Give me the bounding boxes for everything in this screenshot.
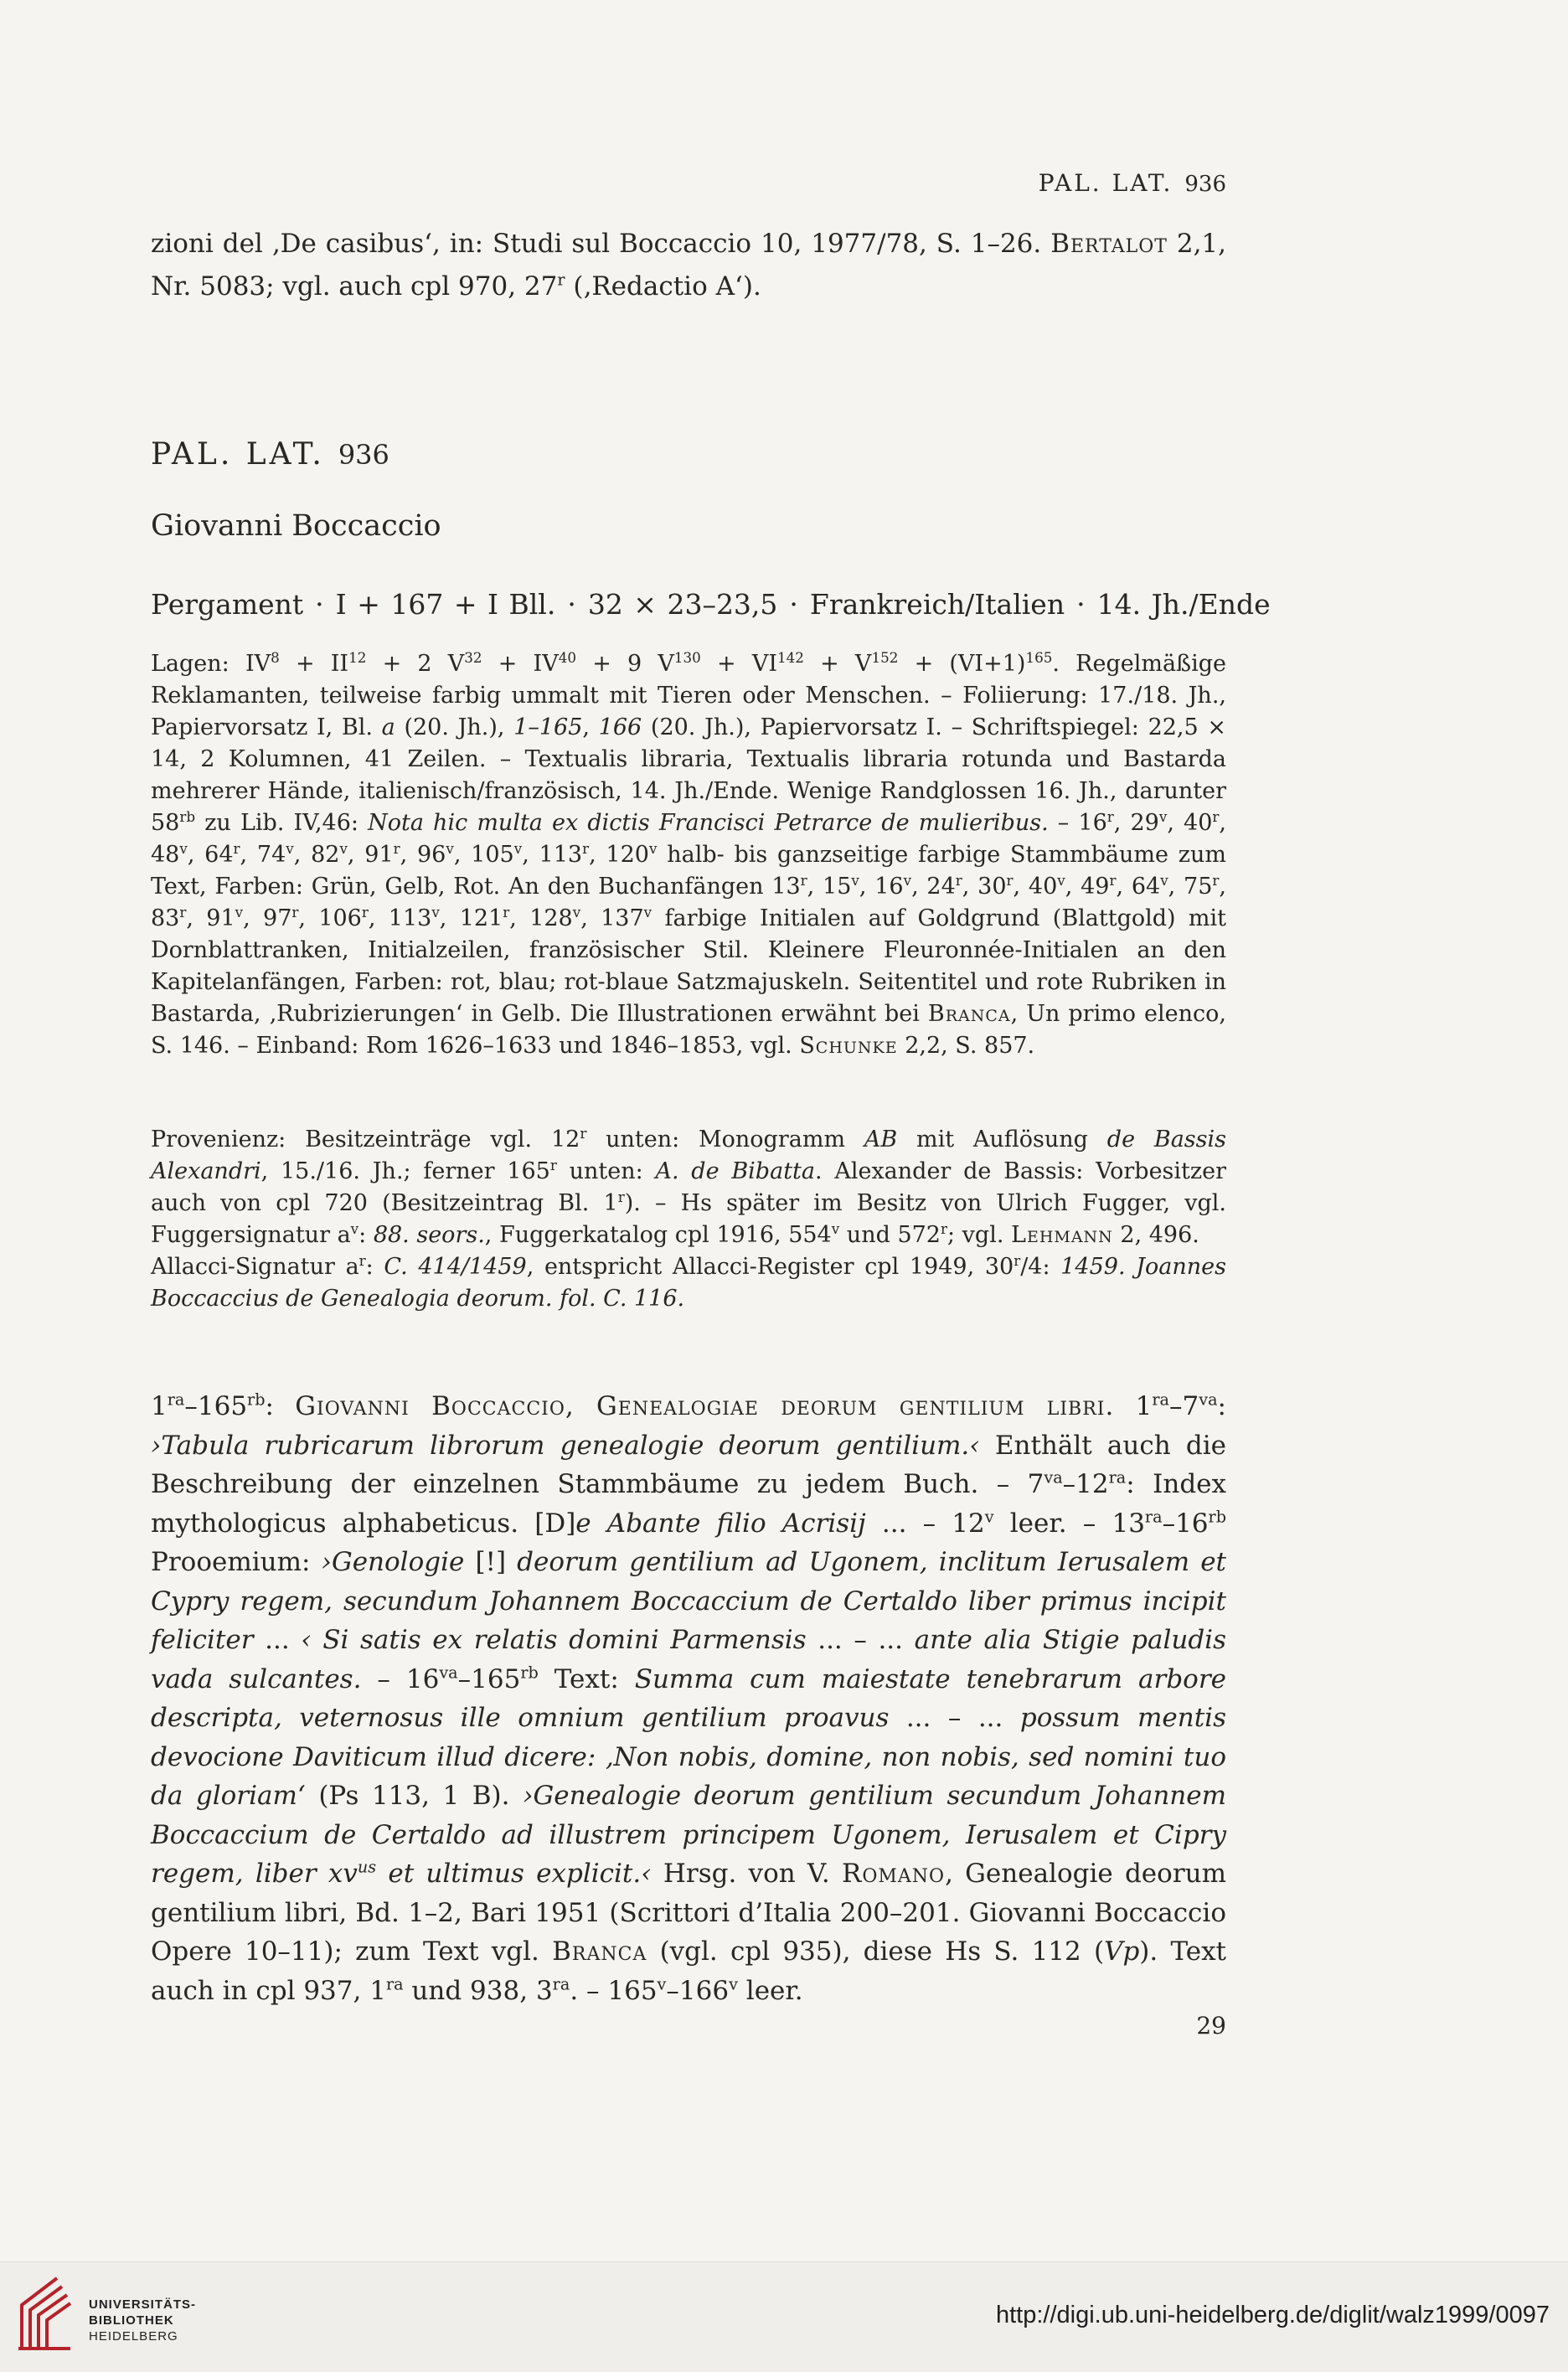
source-url[interactable]: http://digi.ub.uni-heidelberg.de/diglit/walz1999/0097 bbox=[995, 2302, 1550, 2328]
running-head bbox=[1039, 169, 1226, 197]
allacci-paragraph: Allacci-Signatur $a^r$: C. 414/1459, entspricht Allacci-Register cpl 1949, 30$^r$/4: 1459. Joannes Boccaccius de Genealogia deorum. fol. C. 116. bbox=[151, 1252, 1226, 1312]
continuation-text-3: (‚Redactio A‘). bbox=[573, 271, 761, 302]
provenance-section bbox=[151, 1124, 1226, 1315]
origin: Frankreich/Italien bbox=[809, 588, 1065, 621]
separator: · bbox=[567, 588, 576, 621]
author-ref-bertalot: Bertalot bbox=[1050, 229, 1168, 259]
entry-shelfmark-number: 936 bbox=[338, 439, 389, 471]
date: 14. Jh./Ende bbox=[1096, 588, 1271, 621]
continuation-paragraph bbox=[151, 223, 1226, 308]
leaf-count: I + 167 + I Bll. bbox=[335, 588, 556, 621]
separator: · bbox=[789, 588, 798, 621]
page-number: 29 bbox=[1196, 2012, 1226, 2039]
provenance-paragraph: Provenienz: Besitzeinträge vgl. 12$^r$ unten: Monogramm AB mit Auflösung de Bassis Alexandri, 15./16. Jh.; ferner 165$^r$ unten: A. de Bibatta. Alexander de Bassis: Vorbesitzer auch von cpl 720 (Besitzeintrag Bl. 1$^r$). – Hs später im Besitz von Ulrich Fugger, vgl. Fuggersignatur $a^v$: 88. seors., Fuggerkatalog cpl 1916, 554$^v$ und 572$^r$; vgl. Lehmann 2, 496. bbox=[151, 1125, 1227, 1248]
entry-shelfmark bbox=[151, 437, 389, 472]
entry-shelfmark-label: PAL. LAT. bbox=[151, 437, 325, 472]
library-logo-icon bbox=[15, 2271, 74, 2355]
material: Pergament bbox=[151, 588, 304, 621]
running-head-number: 936 bbox=[1184, 172, 1226, 197]
library-name bbox=[89, 2297, 196, 2344]
contents-description: $1^{ra}-165^{rb}$: Giovanni Boccaccio, Genealogiae deorum gentilium libri. $1^{ra}-7^{va}$: ›Tabula rubricarum librorum genealogie deorum gentilium.‹ Enthält auch die Beschreibung der einzelnen Stammbäume zu jedem Buch. – $7^{va}-12^{ra}$: Index mythologicus alphabeticus. [D]e Abante filio Acrisij ... – 12$^v$ leer. – $13^{ra}-16^{rb}$ Prooemium: ›Genologie [!] deorum gentilium ad Ugonem, inclitum Ierusalem et Cypry regem, secundum Johannem Boccaccium de Certaldo liber primus incipit feliciter ... ‹ Si satis ex relatis domini Parmensis ... – ... ante alia Stigie paludis vada sulcantes. – $16^{va}-165^{rb}$ Text: Summa cum maiestate tenebrarum arbore descripta, veternosus ille omnium gentilium proavus ... – ... possum mentis devocione Daviticum illud dicere: ‚Non nobis, domine, non nobis, sed nomini tuo da gloriam‘ (Ps 113, 1 B). ›Genealogie deorum gentilium secundum Johannem Boccaccium de Certaldo ad illustrem principem Ugonem, Ierusalem et Cipry regem, liber $xv^{us}$ et ultimus explicit.‹ Hrsg. von V. Romano, Genealogie deorum gentilium libri, Bd. 1–2, Bari 1951 (Scrittori d’Italia 200–201. Giovanni Boccaccio Opere 10–11); zum Text vgl. Branca (vgl. cpl 935), diese Hs S. 112 (Vp). Text auch in cpl 937, $1^{ra}$ und 938, $3^{ra}$. – 165$^v$–166$^v$ leer. bbox=[151, 1390, 1227, 2006]
separator: · bbox=[315, 588, 324, 621]
separator: · bbox=[1076, 588, 1086, 621]
library-name-line-3: HEIDELBERG bbox=[89, 2329, 178, 2344]
continuation-text-2: 2,1, Nr. 5083; vgl. auch cpl 970, 27 bbox=[151, 229, 1226, 302]
entry-author: Giovanni Boccaccio bbox=[151, 509, 441, 543]
library-name-line-1: UNIVERSITÄTS- bbox=[89, 2297, 197, 2312]
codicological-description: Lagen: $IV^8 + II^{12} + 2$ $V^{32} + IV^{40} + 9$ $V^{130} + VI^{142} + V^{152} + (VI+1)^{165}$. Regelmäßige Reklamanten, teilweise farbig ummalt mit Tieren oder Menschen. – Foliierung: 17./18. Jh., Papiervorsatz I, Bl. a (20. Jh.), 1–165, 166 (20. Jh.), Papiervorsatz I. – Schriftspiegel: 22,5 × 14, 2 Kolumnen, 41 Zeilen. – Textualis libraria, Textualis libraria rotunda und Bastarda mehrerer Hände, italienisch/französisch, 14. Jh./Ende. Wenige Randglossen 16. Jh., darunter $58^{rb}$ zu Lib. IV,46: Nota hic multa ex dictis Francisci Petrarce de mulieribus. – 16$^r$, 29$^v$, 40$^r$, 48$^v$, 64$^r$, 74$^v$, 82$^v$, 91$^r$, 96$^v$, 105$^v$, 113$^r$, 120$^v$ halb- bis ganzseitige farbige Stammbäume zum Text, Farben: Grün, Gelb, Rot. An den Buchanfängen 13$^r$, 15$^v$, 16$^v$, 24$^r$, 30$^r$, 40$^v$, 49$^r$, 64$^v$, 75$^r$, 83$^r$, 91$^v$, 97$^r$, 106$^r$, 113$^v$, 121$^r$, 128$^v$, 137$^v$ farbige Initialen auf Goldgrund (Blattgold) mit Dornblattranken, Initialzeilen, französischer Stil. Kleinere Fleuronnée-Initialen an den Kapitelanfängen, Farben: rot, blau; rot-blaue Satzmajuskeln. Seitentitel und rote Rubriken in Bastarda, ‚Rubrizierungen‘ in Gelb. Die Illustrationen erwähnt bei Branca, Un primo elenco, S. 146. – Einband: Rom 1626–1633 und 1846–1853, vgl. Schunke 2,2, S. 857. bbox=[151, 649, 1227, 1059]
physical-description bbox=[151, 588, 1271, 621]
dimensions: 32 × 23–23,5 bbox=[587, 588, 778, 621]
continuation-sup: r bbox=[557, 270, 565, 290]
continuation-text-1: zioni del ‚De casibus‘, in: Studi sul Boccaccio 10, 1977/78, S. 1–26. bbox=[151, 229, 1042, 259]
running-head-shelfmark: PAL. LAT. bbox=[1038, 169, 1173, 197]
library-name-line-2: BIBLIOTHEK bbox=[89, 2313, 174, 2328]
